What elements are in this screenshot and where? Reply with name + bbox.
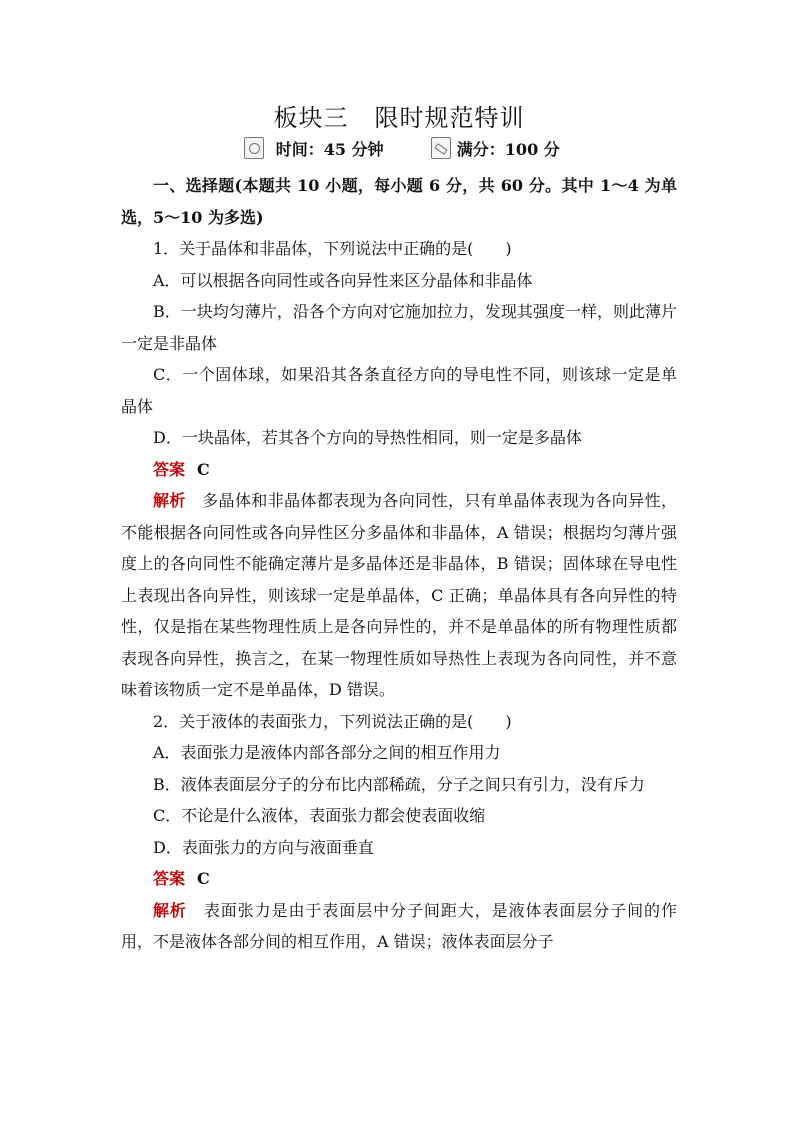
q1-option-c: C．一个固体球，如果沿其各条直径方向的导电性不同，则该球一定是单晶体 — [121, 365, 677, 416]
q1-option-a: A．可以根据各向同性或各向异性来区分晶体和非晶体 — [153, 270, 533, 290]
q2-option-a: A．表面张力是液体内部各部分之间的相互作用力 — [153, 743, 501, 762]
time-score-bar — [121, 137, 677, 160]
q2-answer-value: C — [197, 869, 210, 888]
q2-option-b: B．液体表面层分子的分布比内部稀疏，分子之间只有引力，没有斥力 — [153, 774, 645, 794]
clock-icon — [244, 137, 264, 159]
q2-option-c: C．不论是什么液体，表面张力都会使表面收缩 — [153, 806, 486, 825]
q1-analysis-text: 多晶体和非晶体都表现为各向同性，只有单晶体表现为各向异性，不能根据各向同性或各向异性区分多晶体和非晶体，A 错误；根据均匀薄片强度上的各向同性不能确定薄片是多晶体还是非晶体，B 错误；固体球在导电性上表现出各向异性，则该球一定是单晶体，C 正确；单晶体具有各向异性的特性，仅是指在某些物理性质上是各向异性的，并不是单晶体的所有物理性质都表现各向异性，换言之，在某一物理性质如导热性上表现为各向同性，并不意味着该物质一定不是单晶体，D 错误。 — [121, 491, 677, 699]
pen-icon — [431, 137, 451, 159]
q2-analysis-text: 表面张力是由于表面层中分子间距大，是液体表面层分子间的作用，不是液体各部分间的相互作用，A 错误；液体表面层分子 — [121, 900, 677, 951]
q1-answer — [121, 454, 677, 486]
question-body — [121, 170, 677, 958]
q2-option-d: D．表面张力的方向与液面垂直 — [153, 837, 374, 857]
q1-analysis — [121, 485, 677, 706]
q1-analysis-label: 解析 — [153, 491, 186, 510]
score-label: 满分：100 分 — [456, 140, 560, 159]
q1-answer-value: C — [197, 459, 210, 479]
q1-option-d: D．一块晶体，若其各个方向的导热性相同，则一定是多晶体 — [153, 428, 582, 447]
q1-answer-label: 答案 — [153, 459, 186, 479]
q1-stem: 1．关于晶体和非晶体，下列说法中正确的是( ) — [153, 239, 512, 258]
title-sub: 限时规范特训 — [374, 104, 525, 132]
q1-option-b: B．一块均匀薄片，沿各个方向对它施加拉力，发现其强度一样，则此薄片一定是非晶体 — [121, 302, 677, 353]
q2-analysis — [121, 895, 677, 958]
q2-answer — [121, 863, 677, 895]
title-main: 板块三 — [273, 104, 349, 132]
q2-stem: 2．关于液体的表面张力，下列说法正确的是( ) — [153, 711, 512, 731]
section-heading: 一、选择题(本题共 10 小题，每小题 6 分，共 60 分。其中 1～4 为单选，5～10 为多选) — [121, 176, 677, 227]
time-label: 时间：45 分钟 — [275, 140, 384, 159]
q2-analysis-label: 解析 — [153, 900, 187, 920]
q2-answer-label: 答案 — [153, 869, 186, 888]
page-title — [121, 98, 677, 133]
